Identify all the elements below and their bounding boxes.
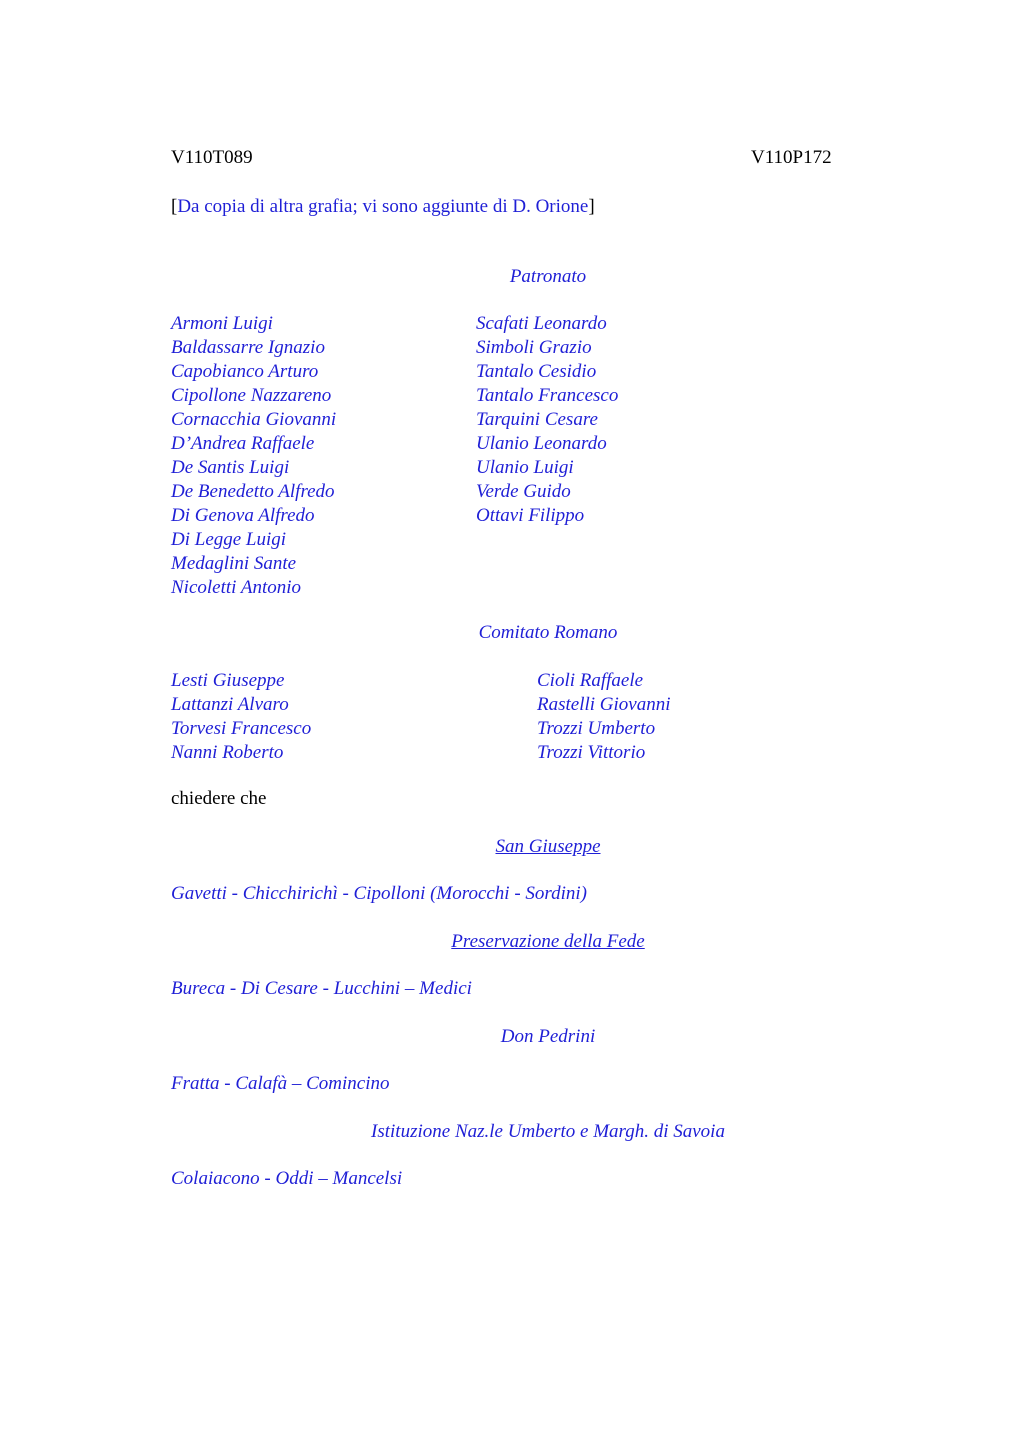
list-item: Capobianco Arturo xyxy=(171,361,319,382)
list-item: Ottavi Filippo xyxy=(476,505,585,526)
list-item: Cioli Raffaele xyxy=(537,670,644,691)
patronato-column-1 xyxy=(171,312,336,600)
list-item: Di Legge Luigi xyxy=(171,529,287,550)
list-item: Armoni Luigi xyxy=(171,313,273,334)
list-item: Simboli Grazio xyxy=(476,337,592,358)
section-title: Don Pedrini xyxy=(500,1026,596,1047)
list-item: Lesti Giuseppe xyxy=(171,670,285,691)
note-open-bracket: [ xyxy=(171,196,178,217)
comitato-column-2 xyxy=(537,669,671,765)
list-item: Ulanio Leonardo xyxy=(476,433,607,454)
patronato-title: Patronato xyxy=(509,266,587,287)
list-item: Ulanio Luigi xyxy=(476,457,574,478)
section-names: Bureca - Di Cesare - Lucchini – Medici xyxy=(171,978,472,999)
list-item: Cornacchia Giovanni xyxy=(171,409,337,430)
section-title: Istituzione Naz.le Umberto e Margh. di Savoia xyxy=(371,1121,725,1142)
comitato-title: Comitato Romano xyxy=(478,622,618,643)
list-item: Nicoletti Antonio xyxy=(171,577,302,598)
section-names: Fratta - Calafà – Comincino xyxy=(171,1073,390,1094)
right-code: V110P172 xyxy=(751,147,832,168)
list-item: Nanni Roberto xyxy=(171,742,284,763)
list-item: Rastelli Giovanni xyxy=(537,694,671,715)
list-item: Medaglini Sante xyxy=(171,553,297,574)
list-item: D’Andrea Raffaele xyxy=(171,433,315,454)
list-item: Verde Guido xyxy=(476,481,571,502)
section-names: Colaiacono - Oddi – Mancelsi xyxy=(171,1168,403,1189)
section-title: San Giuseppe xyxy=(495,836,601,857)
list-item: Di Genova Alfredo xyxy=(171,505,315,526)
list-item: Torvesi Francesco xyxy=(171,718,312,739)
list-item: Trozzi Vittorio xyxy=(537,742,646,763)
note-close-bracket: ] xyxy=(588,196,595,217)
list-item: Scafati Leonardo xyxy=(476,313,607,334)
list-item: Tantalo Cesidio xyxy=(476,361,597,382)
list-item: Tarquini Cesare xyxy=(476,409,598,430)
section-names: Gavetti - Chicchirichì - Cipolloni (Morocchi - Sordini) xyxy=(171,883,587,904)
list-item: Tantalo Francesco xyxy=(476,385,619,406)
list-item: De Benedetto Alfredo xyxy=(171,481,335,502)
comitato-column-1 xyxy=(171,669,311,765)
patronato-column-2 xyxy=(476,312,618,528)
list-item: Trozzi Umberto xyxy=(537,718,656,739)
list-item: Lattanzi Alvaro xyxy=(171,694,289,715)
note-text: Da copia di altra grafia; vi sono aggiunte di D. Orione xyxy=(177,196,589,217)
left-code: V110T089 xyxy=(171,147,253,168)
editorial-note xyxy=(171,195,595,219)
list-item: Cipollone Nazzareno xyxy=(171,385,332,406)
list-item: De Santis Luigi xyxy=(171,457,290,478)
list-item: Baldassarre Ignazio xyxy=(171,337,325,358)
section-title: Preservazione della Fede xyxy=(451,931,645,952)
chiedere-text: chiedere che xyxy=(171,788,267,809)
